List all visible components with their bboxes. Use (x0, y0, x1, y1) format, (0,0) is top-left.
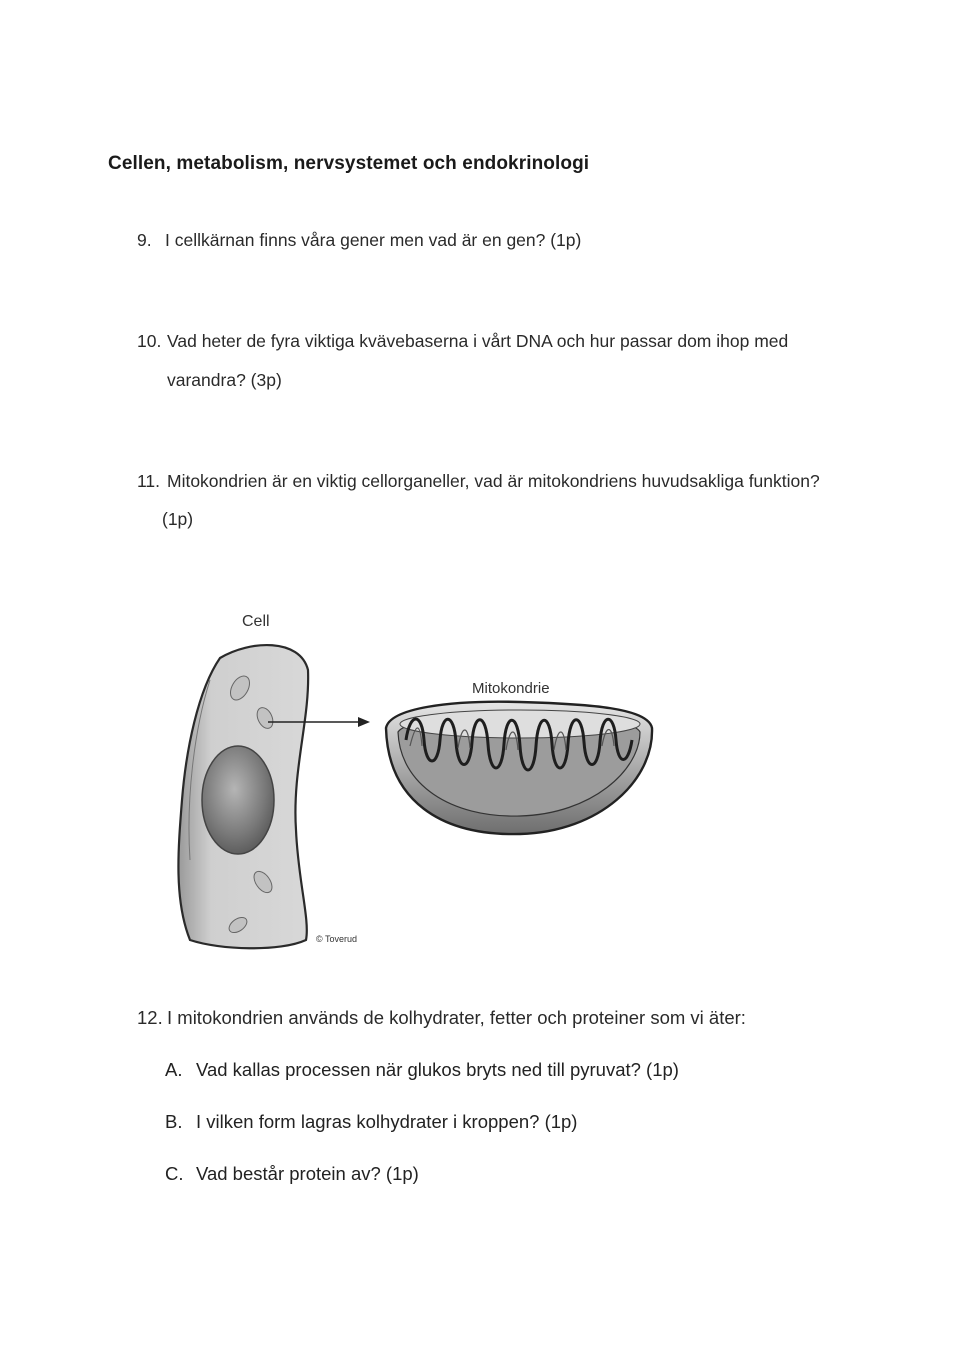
question-9 (137, 230, 581, 251)
question-10 (137, 331, 788, 352)
cell-label: Cell (242, 613, 270, 630)
subquestion-c (165, 1163, 419, 1185)
question-text: I cellkärnan finns våra gener men vad är en gen? (1p) (165, 230, 582, 250)
mitochondrion-label: Mitokondrie (472, 680, 550, 697)
subquestion-letter: A. (165, 1059, 183, 1080)
question-number: 11. (137, 471, 161, 491)
cell-diagram (160, 600, 680, 960)
question-12 (137, 1007, 746, 1029)
page-title: Cellen, metabolism, nervsystemet och endokrinologi (108, 153, 590, 174)
question-number: 9. (137, 230, 152, 250)
cell-nucleus (202, 746, 274, 854)
subquestion-text: Vad består protein av? (1p) (196, 1163, 419, 1184)
question-text: Mitokondrien är en viktig cellorganeller, vad är mitokondriens huvudsakliga funktion? (167, 471, 820, 491)
question-11 (137, 471, 820, 492)
subquestion-a (165, 1059, 679, 1081)
subquestion-letter: B. (165, 1111, 183, 1132)
subquestion-b (165, 1111, 577, 1133)
question-number: 12. (137, 1007, 163, 1028)
subquestion-text: I vilken form lagras kolhydrater i kroppen? (1p) (196, 1111, 578, 1132)
subquestion-letter: C. (165, 1163, 184, 1184)
question-text: Vad heter de fyra viktiga kvävebaserna i vårt DNA och hur passar dom ihop med (167, 331, 789, 351)
question-11-continuation: (1p) (162, 509, 194, 529)
question-number: 10. (137, 331, 162, 351)
subquestion-text: Vad kallas processen när glukos bryts ned till pyruvat? (1p) (196, 1059, 679, 1080)
cell-mitochondria-figure (160, 600, 680, 960)
question-10-continuation: varandra? (3p) (167, 370, 282, 390)
copyright-text: © Toverud (316, 934, 357, 944)
arrow-head (358, 717, 370, 727)
question-text: I mitokondrien används de kolhydrater, fetter och proteiner som vi äter: (167, 1007, 746, 1028)
